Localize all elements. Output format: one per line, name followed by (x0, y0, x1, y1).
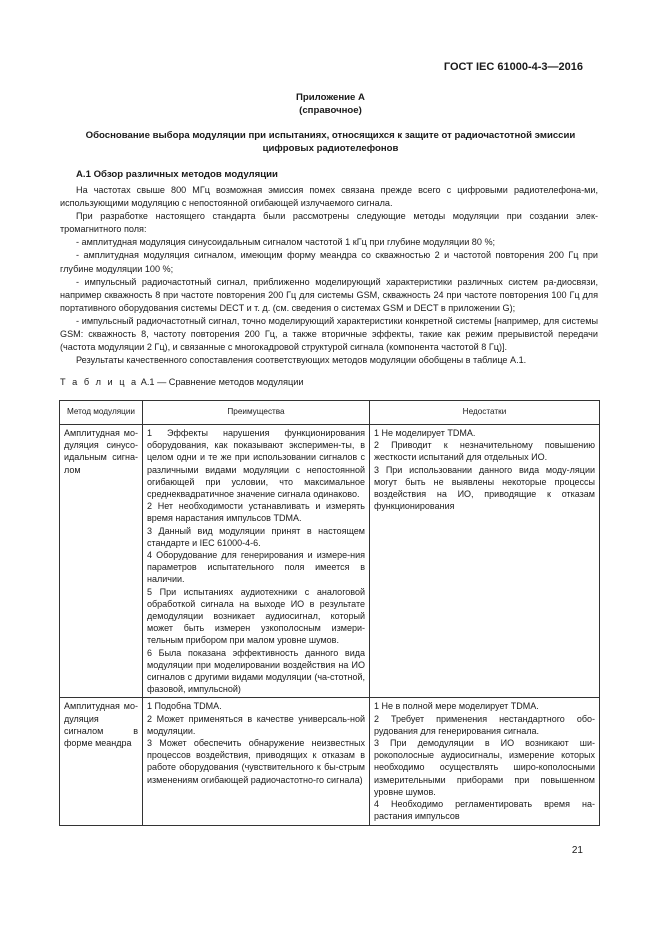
method-cell: Амплитудная мо-дуляция синусо-идальным сигна-лом (60, 425, 143, 698)
advantage-item: 2 Нет необходимости устанавливать и измерять время нарастания импульсов TDMA. (147, 501, 365, 524)
column-header-disadvantages: Недостатки (370, 401, 600, 425)
table-caption-prefix: Т а б л и ц а (60, 377, 139, 387)
disadvantage-item: 3 При использовании данного вида моду-ляции могут быть не выявлены некоторые процессы воздействия на ИО, приводящие к отказам функционирования (374, 464, 595, 512)
list-item: - импульсный радиочастотный сигнал, точно моделирующий характеристики конкретной системы [например, для системы GSM: скважность 8, частоту повторения 200 Гц, а также вторичные эффекты, такие как режим прерывистой передачи (частота модуляции 2 Гц), и связанные с многокадровой структурой сигнала (компонента частотой 8 Гц)]. (60, 315, 598, 353)
disadvantage-item: 3 При демодуляции в ИО возникают ши-рокополосные аудиосигналы, измерение которых необходимо осуществлять широ-кополосными измерительными приборами при повышенном уровне шумов. (374, 738, 595, 797)
paragraph: При разработке настоящего стандарта были рассмотрены следующие методы модуляции при создании элек-тромагнитного поля: (60, 211, 598, 235)
table-row (60, 698, 600, 825)
disadvantages-cell (370, 698, 600, 825)
annex-heading-line1: Обоснование выбора модуляции при испытаниях, относящихся к защите от радиочастотной эмиссии (85, 130, 576, 141)
list-item: - импульсный радиочастотный сигнал, приближенно моделирующий характеристики различных систем ра-диосвязи, например скважность 8 при частоте повторения 200 Гц для системы GSM, скважность 24 при частоте повторения 100 Гц для портативного оборудования системы DECT и т. д. (см. сведения о системах GSM и DECT в приложении G); (60, 276, 598, 313)
annex-heading-line2: цифровых радиотелефонов (262, 143, 399, 154)
advantages-cell (143, 425, 370, 698)
advantage-item: 3 Данный вид модуляции принят в настоящем стандарте и IEC 61000-4-6. (147, 525, 365, 548)
method-cell: Амплитудная мо-дуляция сигналом в форме меандра (60, 698, 143, 825)
disadvantage-item: 2 Приводит к незначительному повышению жесткости испытаний для отдельных ИО. (374, 440, 595, 463)
advantage-item: 2 Может применяться в качестве универсаль-ной модуляции. (147, 713, 365, 736)
advantage-item: 4 Оборудование для генерирования и измере-ния параметров испытательного поля имеется в наличии. (147, 550, 365, 585)
column-header-method: Метод модуляции (60, 401, 143, 425)
list-item: - амплитудная модуляция сигналом, имеющим форму меандра со скважностью 2 и частотой повторения 200 Гц при глубине модуляции 100 %; (60, 250, 598, 274)
advantages-cell (143, 698, 370, 825)
comparison-table (59, 400, 600, 826)
annex-title: Приложение А (296, 92, 365, 103)
paragraph: На частотах свыше 800 МГц возможная эмиссия помех связана прежде всего с цифровыми радиотелефона-ми, использующими модуляцию с непостоянной огибающей излучаемого сигнала. (60, 185, 598, 209)
disadvantages-cell (370, 425, 600, 698)
standard-header: ГОСТ IEC 61000-4-3—2016 (443, 61, 583, 73)
page-number: 21 (571, 845, 583, 856)
table-header-row (60, 401, 600, 425)
list-item: - амплитудная модуляция синусоидальным сигналом частотой 1 кГц при глубине модуляции 80 %; (76, 237, 496, 248)
table-caption (60, 377, 303, 387)
section-body (60, 184, 598, 367)
annex-status: (справочное) (299, 105, 362, 116)
advantage-item: 3 Может обеспечить обнаружение неизвестных процессов воздействия, приводящих к отказам в работе оборудования (чувствительного к бы-стрым изменениям огибающей радиочастотно-го сигнала) (147, 738, 365, 785)
disadvantage-item: 4 Необходимо регламентировать время на-растания импульсов (374, 799, 595, 822)
table-caption-text: А.1 — Сравнение методов модуляции (138, 377, 304, 387)
paragraph: Результаты качественного сопоставления соответствующих методов модуляции обобщены в таблице А.1. (76, 355, 527, 366)
section-heading: А.1 Обзор различных методов модуляции (76, 169, 278, 180)
advantage-item: 1 Подобна TDMA. (147, 701, 222, 712)
advantage-item: 5 При испытаниях аудиотехники с аналоговой обработкой сигнала на выходе ИО в результате демодуляции возникает аудиосигнал, который может быть измерен узкополосным измери-тельным прибором при малом уровне шумов. (147, 586, 365, 646)
column-header-advantages: Преимущества (143, 401, 370, 425)
disadvantage-item: 1 Не моделирует TDMA. (374, 428, 476, 438)
advantage-item: 1 Эффекты нарушения функционирования оборудования, как показывают эксперимен-ты, в целом одни и те же при использовании сигналов с различными видами модуляции с непостоянной огибающей при условии, что максимальное среднеквадратичное значение сигнала одинаково. (147, 428, 365, 500)
table-row (60, 425, 600, 698)
advantage-item: 6 Была показана эффективность данного вида модуляции при моделировании воздействия на ИО сигналов с другими видами модуляции (ча-стотной, фазовой, импульсной) (147, 647, 365, 695)
disadvantage-item: 1 Не в полной мере моделирует TDMA. (374, 701, 539, 712)
disadvantage-item: 2 Требует применения нестандартного обо-рудования для генерирования сигнала. (374, 713, 595, 736)
